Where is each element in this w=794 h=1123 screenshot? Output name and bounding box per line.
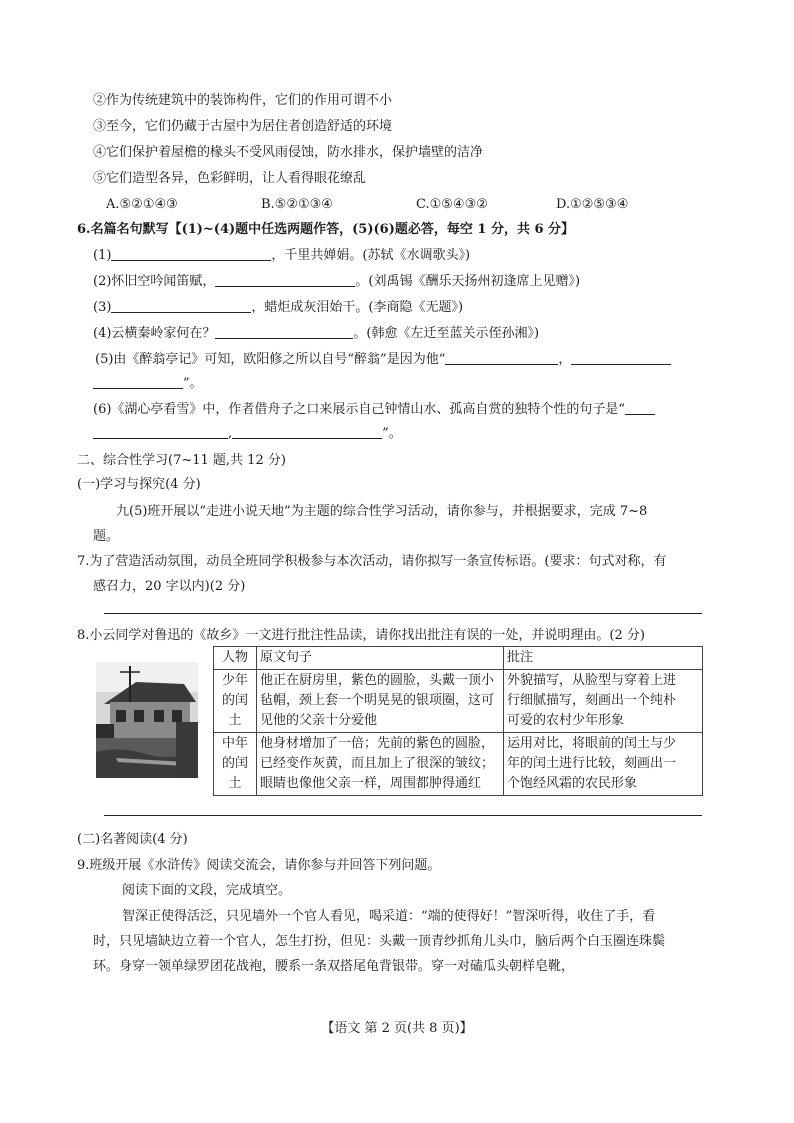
q7-line-2: 感召力，20 字以内)(2 分) [93, 579, 246, 594]
q8-title: 8.小云同学对鲁迅的《故乡》一文进行批注性品读，请你找出批注有误的一处，并说明理由。(2 分) [77, 628, 645, 643]
row-1-character: 少年的闰土 [214, 670, 257, 733]
answer-blank-1[interactable] [111, 246, 271, 261]
q5-line-2: ②作为传统建筑中的装饰构件，它们的作用可谓不小 [93, 93, 393, 108]
q6-title: 6.名篇名句默写【(1)~(4)题中任选两题作答，(5)(6)题必答，每空 1 分，共 6 分】 [77, 222, 575, 237]
q5-option-c: C.①⑤④③② [416, 197, 488, 212]
q5-option-b: B.⑤②①③④ [261, 197, 333, 212]
row-1-note-line: 行细腻描写，刻画出一个纯朴 [507, 693, 677, 708]
answer-blank-2[interactable] [215, 272, 355, 287]
row-2-note-line: 个饱经风霜的农民形象 [507, 776, 638, 791]
row-2-text-line: 已经变作灰黄，而且加上了很深的皱纹； [260, 756, 495, 771]
q5-line-3: ③至今，它们仍藏于古屋中为居住者创造舒适的环境 [93, 119, 393, 134]
table-row [214, 733, 703, 796]
row-2-text-line: 他身材增加了一倍；先前的紫色的圆脸， [260, 736, 495, 751]
header-character: 人物 [214, 647, 257, 670]
row-2-annotation [504, 733, 703, 796]
q9-instruction: 阅读下面的文段，完成填空。 [122, 883, 292, 898]
q9-passage-line-1: 智深正使得活泛，只见墙外一个官人看见，喝采道：“端的使得好！”智深听得，收住了手，看 [122, 909, 656, 924]
q6-sentence-6 [93, 400, 655, 420]
row-2-note-line: 运用对比，将眼前的闰土与少 [507, 736, 677, 751]
section-2-title: 二、综合性学习(7~11 题,共 12 分) [77, 453, 286, 468]
answer-blank-5c[interactable] [93, 374, 183, 389]
q5-line-5: ⑤它们造型各异，色彩鲜明，让人看得眼花缭乱 [93, 171, 367, 186]
q6-sentence-5-cont [93, 374, 203, 394]
q6-s1-text: ，千里共婵娟。(苏轼《水调歌头》) [271, 248, 471, 263]
page-footer: 【语文 第 2 页(共 8 页)】 [321, 1021, 473, 1036]
q6-s3-text: ，蜡炬成灰泪始干。(李商隐《无题》) [251, 300, 464, 315]
row-1-text-line: 毡帽，颈上套一个明晃晃的银项圈，这可 [260, 693, 495, 708]
section-2-sub-1: (一)学习与探究(4 分) [77, 477, 201, 492]
q6-s2-tail: 。(刘禹锡《酬乐天扬州初逢席上见赠》) [355, 274, 581, 289]
q6-sentence-5 [95, 350, 671, 370]
answer-blank-4[interactable] [215, 324, 353, 339]
row-1-original-text [257, 670, 504, 733]
section-2-intro-cont: 题。 [93, 529, 120, 544]
section-2-sub-2: (二)名著阅读(4 分) [77, 832, 188, 847]
q9-title: 9.班级开展《水浒传》阅读交流会，请你参与并回答下列问题。 [77, 858, 441, 873]
row-2-character: 中年的闰土 [214, 733, 257, 796]
q6-sentence-1 [93, 246, 470, 266]
q9-passage-line-2: 时，只见墙缺边立着一个官人，怎生打扮，但见：头戴一顶青纱抓角儿头巾，脑后两个白玉圈连珠鬓 [93, 934, 666, 949]
q6-s6-end: ”。 [382, 426, 402, 441]
table-row [214, 670, 703, 733]
q6-s3-number: (3) [93, 300, 112, 315]
q8-answer-line[interactable] [104, 815, 702, 816]
q9-passage-line-3: 环。身穿一领单绿罗团花战袍，腰系一条双搭尾龟背银带。穿一对磕瓜头朝样皂靴， [93, 959, 575, 974]
header-original-sentence: 原文句子 [257, 647, 504, 670]
answer-blank-5b[interactable] [571, 350, 671, 365]
q6-s6-comma: , [228, 426, 233, 441]
answer-blank-3[interactable] [111, 298, 251, 313]
answer-blank-6c[interactable] [232, 424, 382, 439]
q6-sentence-2 [93, 272, 580, 292]
row-1-note-line: 外貌描写，从脸型与穿着上进 [507, 673, 677, 688]
q5-line-4: ④它们保护着屋檐的椽头不受风雨侵蚀，防水排水，保护墙壁的洁净 [93, 145, 484, 160]
header-annotation: 批注 [504, 647, 703, 670]
section-2-intro: 九(5)班开展以“走进小说天地”为主题的综合性学习活动，请你参与，并根据要求，完成 7~8 [116, 504, 648, 519]
row-1-text-line: 他正在厨房里，紫色的圆脸，头戴一顶小 [260, 673, 495, 688]
q6-s4-tail: 。(韩愈《左迁至蓝关示侄孙湘》) [353, 326, 540, 341]
q6-s6-text: (6)《湖心亭看雪》中，作者借舟子之口来展示自己钟情山水、孤高自赏的独特个性的句子是“ [93, 402, 626, 417]
row-1-note-line: 可爱的农村少年形象 [507, 713, 625, 728]
q5-option-d: D.①②⑤③④ [556, 197, 629, 212]
row-2-original-text [257, 733, 504, 796]
q6-sentence-4 [93, 324, 539, 344]
q6-s4-text: (4)云横秦岭家何在？ [93, 326, 216, 341]
q5-option-a: A.⑤②①④③ [106, 197, 178, 212]
q7-answer-line[interactable] [104, 613, 702, 614]
q6-sentence-3 [93, 298, 463, 318]
old-house-photo [96, 662, 198, 778]
q6-s2-text: (2)怀旧空吟闻笛赋， [93, 274, 216, 289]
q6-sentence-6-cont [93, 424, 402, 444]
q5-options [106, 195, 628, 215]
row-1-text-line: 见他的父亲十分爱他 [260, 713, 378, 728]
q6-s1-number: (1) [93, 248, 112, 263]
q7-line-1: 7.为了营造活动氛围，动员全班同学积极参与本次活动，请你拟写一条宣传标语。(要求：句式对称，有 [77, 554, 667, 569]
row-2-note-line: 年的闰土进行比较，刻画出一 [507, 756, 677, 771]
row-2-text-line: 眼睛也像他父亲一样，周围都肿得通红 [260, 776, 482, 791]
table-header-row [214, 647, 703, 670]
answer-blank-6a[interactable] [625, 400, 655, 415]
q6-s5-end: ”。 [183, 376, 203, 391]
row-1-annotation [504, 670, 703, 733]
q6-s5-text: (5)由《醉翁亭记》可知，欧阳修之所以自号“醉翁”是因为他“ [95, 352, 446, 367]
q6-s5-comma: ， [558, 352, 572, 367]
answer-blank-6b[interactable] [93, 424, 228, 439]
annotation-table [213, 646, 703, 796]
answer-blank-5a[interactable] [445, 350, 558, 365]
